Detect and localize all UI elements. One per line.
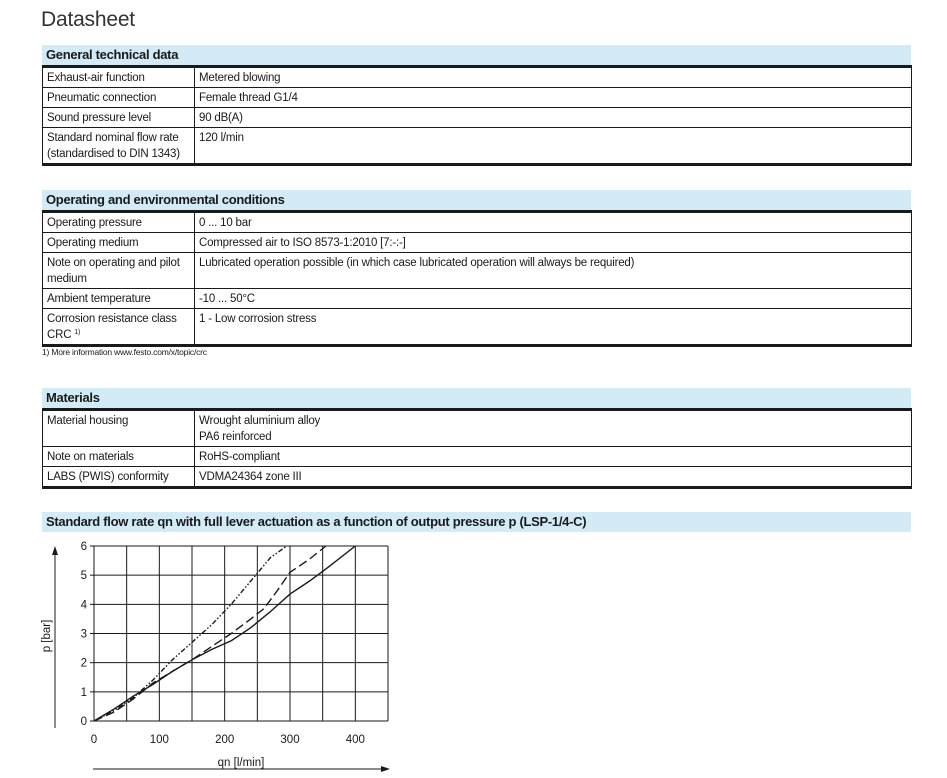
table-row <box>43 212 912 233</box>
row-value: 1 - Low corrosion stress <box>195 309 912 346</box>
row-label: Exhaust-air function <box>43 67 195 88</box>
x-axis-arrowhead <box>381 766 390 772</box>
flow-rate-chart <box>36 538 406 776</box>
row-label: Operating medium <box>43 233 195 253</box>
row-label: LABS (PWIS) conformity <box>43 467 195 488</box>
y-tick-label: 2 <box>80 657 87 670</box>
row-value: Metered blowing <box>195 67 912 88</box>
row-label: Operating pressure <box>43 212 195 233</box>
row-label: Ambient temperature <box>43 289 195 309</box>
row-value: Female thread G1/4 <box>195 88 912 108</box>
y-tick-label: 6 <box>80 541 87 553</box>
footnote-crc: 1) More information www.festo.com/x/topic/crc <box>42 347 207 357</box>
row-value: Compressed air to ISO 8573-1:2010 [7:-:-] <box>195 233 912 253</box>
table-row <box>43 309 912 346</box>
y-axis-label: p [bar] <box>41 619 53 653</box>
y-tick-label: 0 <box>80 716 87 728</box>
section-title-operating: Operating and environmental conditions <box>42 190 911 210</box>
row-label: Material housing <box>43 410 195 447</box>
row-value: -10 ... 50°C <box>195 289 912 309</box>
table-row <box>43 467 912 488</box>
section-title-general: General technical data <box>42 45 911 65</box>
y-axis-arrowhead <box>52 546 58 555</box>
operating-conditions-table <box>42 210 912 347</box>
footnote-marker: 1) <box>74 329 81 336</box>
row-label: Pneumatic connection <box>43 88 195 108</box>
section-title-chart: Standard flow rate qn with full lever actuation as a function of output pressure p (LSP-1/4-C) <box>42 512 911 532</box>
table-row <box>43 233 912 253</box>
row-value: Wrought aluminium alloy PA6 reinforced <box>195 410 912 447</box>
table-row <box>43 88 912 108</box>
row-value: VDMA24364 zone III <box>195 467 912 488</box>
table-row <box>43 67 912 88</box>
section-title-materials: Materials <box>42 388 911 408</box>
page-title: Datasheet <box>41 8 135 31</box>
x-tick-label: 100 <box>149 734 169 746</box>
x-tick-label: 300 <box>280 734 300 746</box>
table-row <box>43 253 912 289</box>
general-data-table <box>42 65 912 166</box>
row-label: Note on operating and pilot medium <box>43 253 195 289</box>
table-row <box>43 410 912 447</box>
y-tick-label: 3 <box>80 628 87 641</box>
row-value: 0 ... 10 bar <box>195 212 912 233</box>
y-tick-label: 5 <box>80 570 87 583</box>
table-row <box>43 128 912 165</box>
x-tick-label: 400 <box>345 734 365 746</box>
y-tick-label: 1 <box>80 686 87 699</box>
row-label: Standard nominal flow rate (standardised to DIN 1343) <box>43 128 195 165</box>
table-row <box>43 108 912 128</box>
row-value: 120 l/min <box>195 128 912 165</box>
table-row <box>43 447 912 467</box>
x-tick-label: 200 <box>215 734 235 746</box>
row-value: Lubricated operation possible (in which case lubricated operation will always be required) <box>195 253 912 289</box>
x-tick-label: 0 <box>90 734 98 746</box>
table-row <box>43 289 912 309</box>
y-tick-label: 4 <box>80 599 87 612</box>
row-value: 90 dB(A) <box>195 108 912 128</box>
materials-table <box>42 408 912 489</box>
row-label: Sound pressure level <box>43 108 195 128</box>
row-label: Note on materials <box>43 447 195 467</box>
row-value: RoHS-compliant <box>195 447 912 467</box>
x-axis-label: qn [l/min] <box>217 757 265 769</box>
row-label: Corrosion resistance class CRC $^{1)}$ <box>43 309 195 346</box>
